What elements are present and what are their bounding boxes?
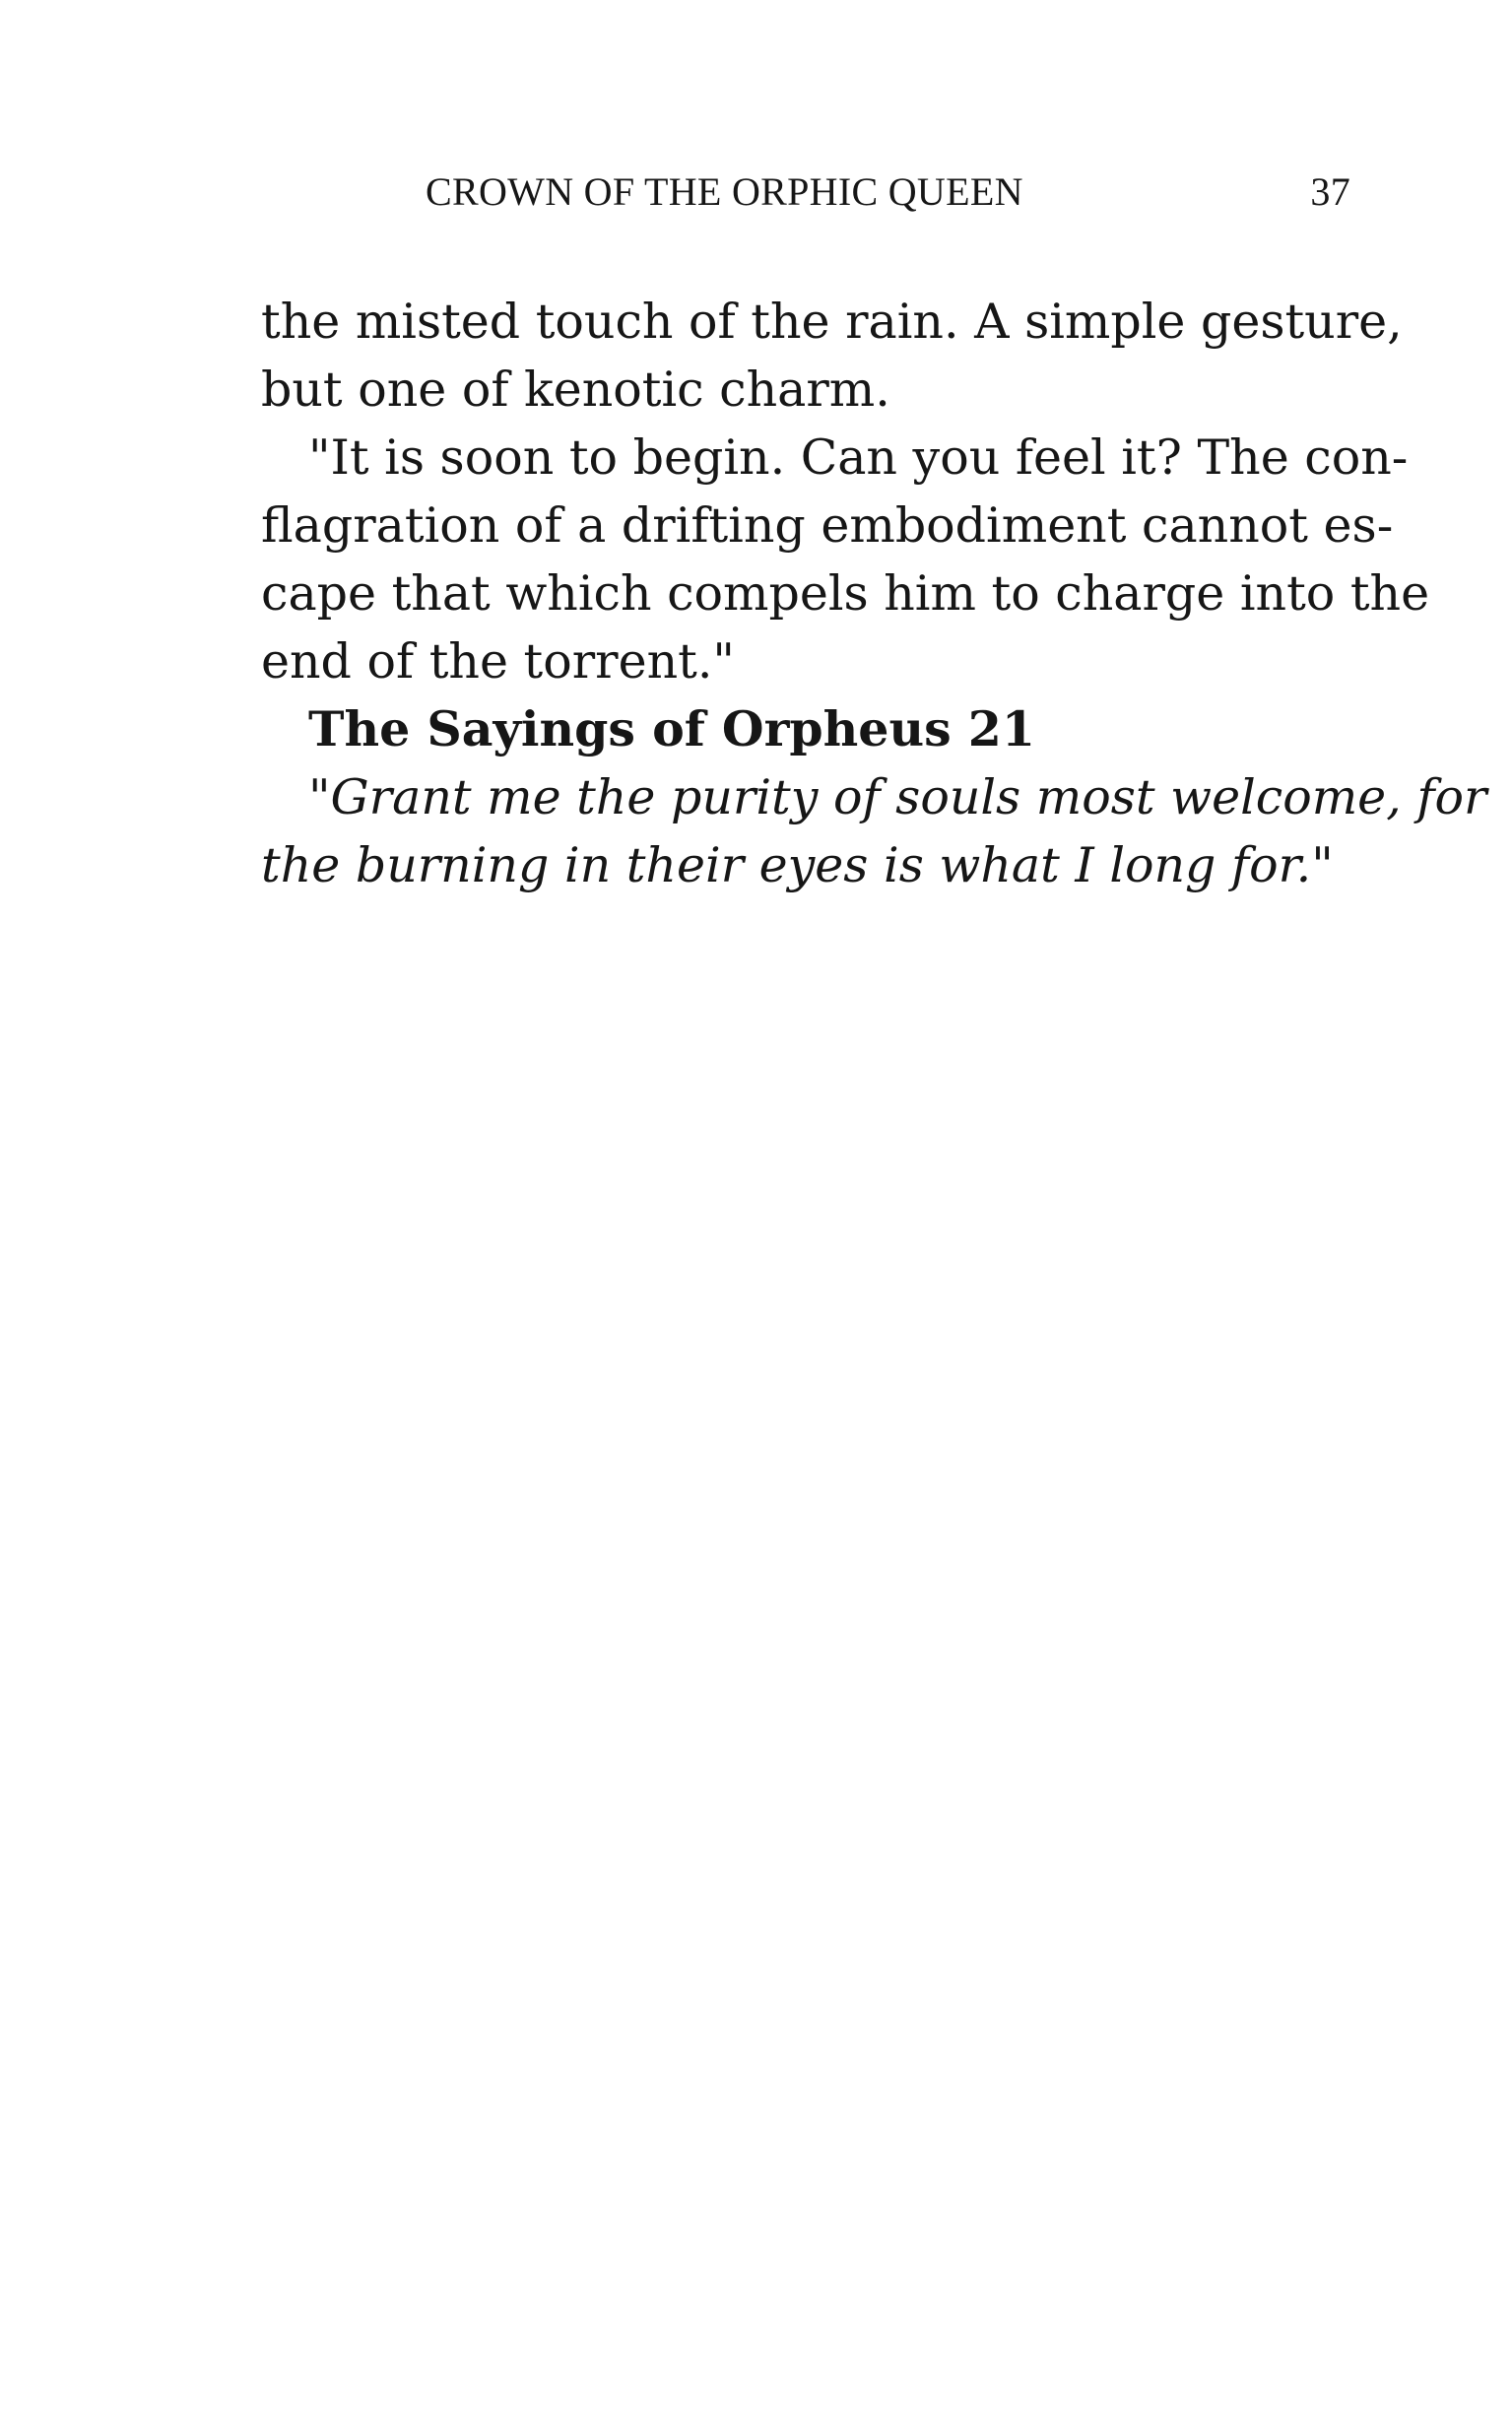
text-line: but one of kenotic charm. xyxy=(261,362,890,418)
section-heading: The Sayings of Orpheus 21 xyxy=(308,700,1035,757)
running-head xyxy=(0,167,1512,217)
text-line: end of the torrent." xyxy=(261,633,735,690)
text-line: cape that which compels him to charge into the xyxy=(261,565,1430,622)
quote-line: "Grant me the purity of souls most welcome, for xyxy=(308,769,1487,825)
text-line: flagration of a drifting embodiment cannot es- xyxy=(261,497,1394,554)
quote-line: the burning in their eyes is what I long for." xyxy=(261,837,1334,893)
running-title: CROWN OF THE ORPHIC QUEEN xyxy=(426,169,1023,214)
page-number: 37 xyxy=(1310,169,1350,214)
text-line: the misted touch of the rain. A simple gesture, xyxy=(261,294,1403,350)
body-text xyxy=(261,288,1487,899)
text-line: "It is soon to begin. Can you feel it? The con- xyxy=(308,429,1409,486)
